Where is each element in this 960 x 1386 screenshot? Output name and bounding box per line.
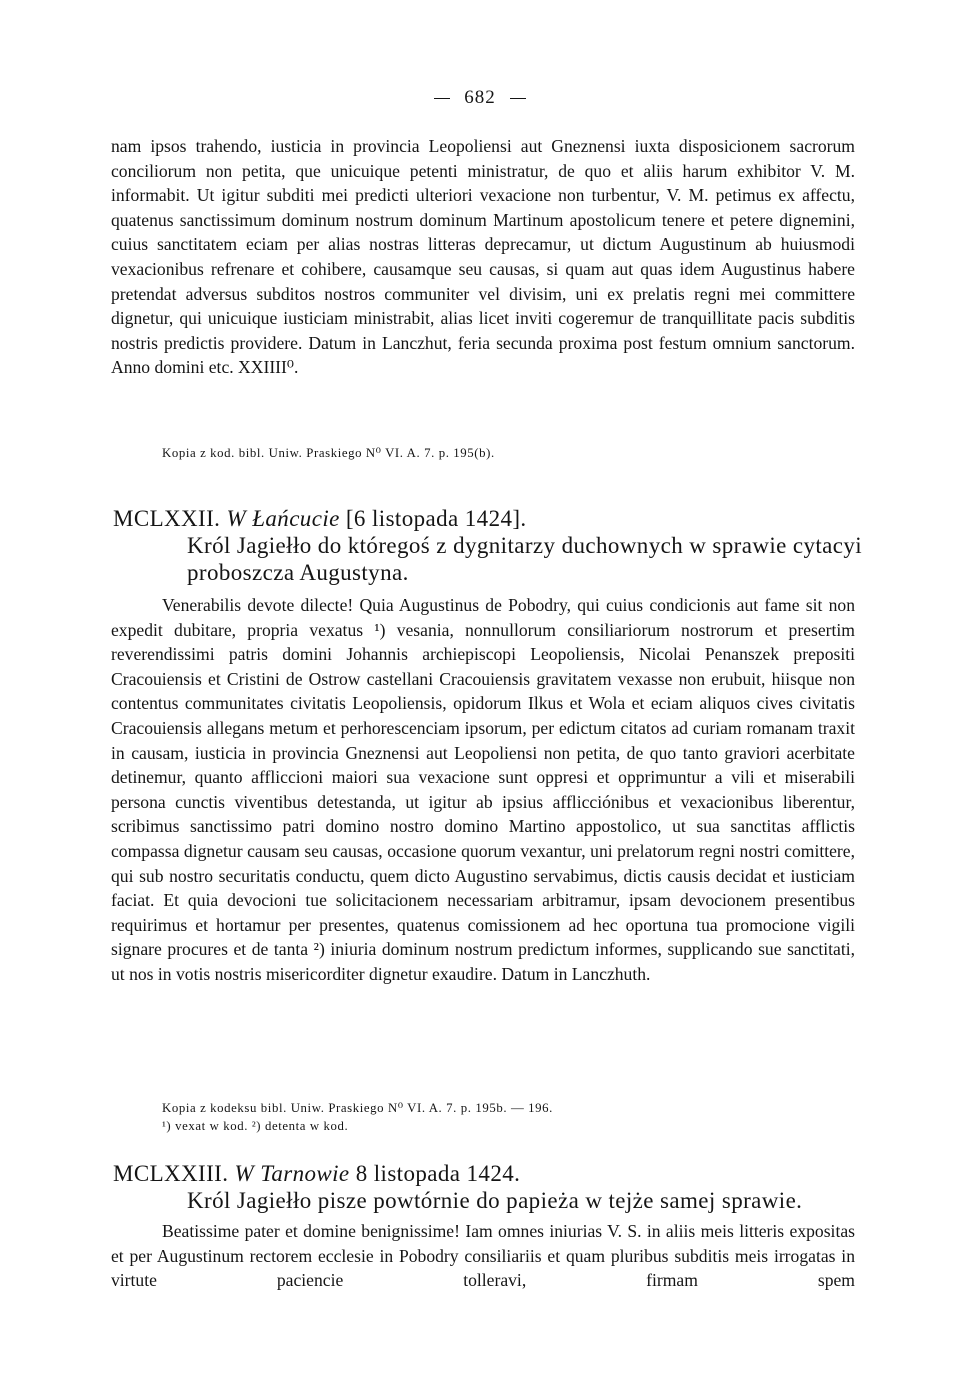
page-number: 682: [0, 87, 960, 109]
continued-letter-text: nam ipsos trahendo, iusticia in provincia Leopoliensi aut Gneznensi iuxta disposicionem sacrorum conciliorum non petita, que unicuique petenti ministratur, de quo et aliis harum exhibitor V. M. informabit. Ut igitur subditi mei predicti ulteriori vexacione non turbentur, V. M. petimus ex affectu, quatenus sanctissimum dominum nostrum dominum Martinum apostolicum tenere et petere dignemini, cuius sanctitatem eciam per alias nostras litteras deprecamur, ut dictum Augustinum ab huiusmodi vexacionibus refrenare et cohibere, causamque seu causas, si quam aut quas idem Augustinus habere pretendat adversus subditos nostros communiter vel divisim, uni ex prelatis regni mei committere dignetur, qui unicuique iusticiam ministrabit, alias licet inviti cogeremur de tranquillitate pacis subditis nostris predictis providere. Datum in Lanczhut, feria secunda proxima post festum omnium sanctorum. Anno domini etc. XXIIII⁰.: [111, 136, 855, 378]
document-heading-1173: [113, 1160, 863, 1214]
dash-right: [510, 98, 526, 99]
document-number: MCLXXII.: [113, 506, 221, 531]
document-heading-1172: [113, 505, 863, 586]
source-note-1172: Kopia z kodeksu bibl. Uniw. Praskiego N⁰ VI. A. 7. p. 195b. — 196.: [162, 1101, 553, 1115]
document-date: 8 listopada 1424.: [355, 1161, 521, 1186]
document-place: W Tarnowie: [234, 1161, 350, 1186]
source-note: Kopia z kod. bibl. Uniw. Praskiego N⁰ VI. A. 7. p. 195(b).: [162, 446, 495, 460]
document-title: Król Jagiełło do któregoś z dygnitarzy duchownych w sprawie cytacyi proboszcza Augustyna.: [187, 533, 863, 585]
document-place: W Łańcucie: [226, 506, 340, 531]
letter-text-1173: Beatissime pater et domine benignissime! Iam omnes iniurias V. S. in aliis meis litteris expositas et per Augustinum rectorem ecclesie in Pobodry consiliariis et quam pluribus subditis meis irrogatas in virtute paciencie tolleravi, firmam spem: [111, 1221, 855, 1291]
document-date: [6 listopada 1424].: [345, 506, 527, 531]
letter-text-1172: Venerabilis devote dilecte! Quia Augustinus de Pobodry, qui cuius condicionis aut fame sit non expedit dubitare, propria vexatus ¹) vesania, nonnullorum consiliariorum nostrorum et presertim reverendissimi patris domini Johannis archiepiscopi Leopoliensis, Nicolai Penanszek prepositi Cracouiensis et Cristini de Ostrow castellani Cracouiensis gravitatem vexasse non erubuit, hiisque non contentus communitates civitatis Leopoliensis, opidorum Ilkus et Wola et eciam aliquos cives civitatis Cracouiensis allegans metum et perhorescenciam ipsorum, per edictum citatos ad curiam romanam traxit in causam, iusticia in provincia Gneznensi aut Leopoliensi non petita, de quo tanto graviori acerbitate detinemur, quanto affliccioni maiori sua vexacione sunt oppresi et opprimuntur a vili et miserabili persona cunctis viventibus detestanda, ut igitur ab ipsius afflicciónibus et vexacionibus liberentur, scribimus sanctissimo patri domino nostro domino Martino appostolico, ut sua sanctitas afflictis compassa dignetur causam seu causas, occasione quorum vexantur, uni prelatorum regni nostri comittere, qui sub nostro securitatis conductu, quem dicto Augustino servabimus, dictis causis decidat et iusticiam faciat. Et quia devocioni tue solicitacionem necessariam arbitramur, ipsam devocionem presentibus requirimus et hortamur per presentes, quatenus comissionem ad hec oportuna tua promocione vigili signare procures et de tanta ²) iniuria dominum nostrum predictum informes, supplicando sue sanctitati, ut nos in votis nostris misericorditer dignetur exaudire. Datum in Lanczhuth.: [111, 595, 855, 984]
document-number: MCLXXIII.: [113, 1161, 229, 1186]
document-title: Król Jagiełło pisze powtórnie do papieża w tejże samej sprawie.: [187, 1188, 803, 1213]
dash-left: [434, 98, 450, 99]
footnotes-1172: ¹) vexat w kod. ²) detenta w kod.: [162, 1119, 349, 1133]
